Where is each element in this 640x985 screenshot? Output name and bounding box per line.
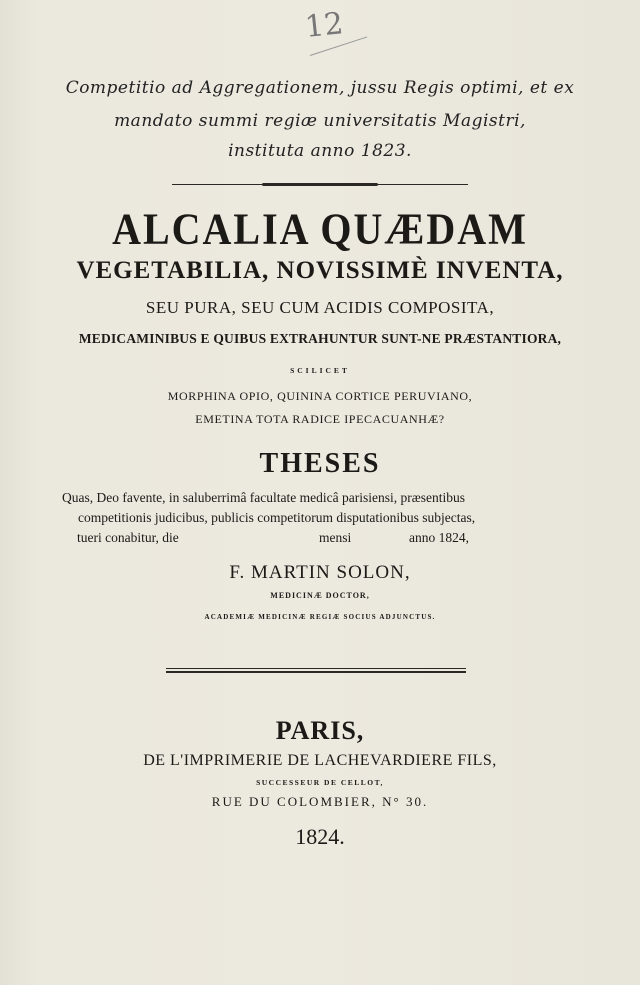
- imprint-city: PARIS,: [275, 716, 365, 745]
- imprint-successor: SUCCESSEUR DE CELLOT,: [256, 778, 384, 787]
- theses-heading: THESES: [259, 448, 381, 479]
- author-name: F. MARTIN SOLON,: [229, 562, 411, 583]
- competition-line-3: instituta anno 1823.: [228, 141, 412, 161]
- imprint-year: 1824.: [295, 824, 345, 849]
- imprint-printer: DE L'IMPRIMERIE DE LACHEVARDIERE FILS,: [143, 752, 497, 769]
- ornamental-rule-top-thick: [262, 183, 378, 186]
- title-line-6: EMETINA TOTA RADICE IPECACUANHÆ?: [195, 412, 445, 426]
- body-line-1: Quas, Deo favente, in saluberrimâ facultate medicâ parisiensi, præsentibus: [62, 490, 465, 505]
- competition-line-2: mandato summi regiæ universitatis Magistri,: [114, 111, 526, 131]
- title-line-5: MORPHINA OPIO, QUININA CORTICE PERUVIANO,: [167, 389, 473, 403]
- body-line-3-c: anno 1824,: [409, 530, 469, 545]
- competition-line-1: Competitio ad Aggregationem, jussu Regis optimi, et ex: [65, 78, 575, 98]
- handwritten-mark: 12: [303, 6, 345, 45]
- ornamental-rule-bottom: [166, 668, 466, 669]
- imprint-address: RUE DU COLOMBIER, N° 30.: [211, 794, 429, 809]
- title-line-2: VEGETABILIA, NOVISSIMÈ INVENTA,: [76, 257, 564, 284]
- body-line-3: [77, 528, 577, 548]
- author-title: MEDICINÆ DOCTOR,: [270, 591, 370, 600]
- body-line-2: competitionis judicibus, publicis competitorum disputationibus subjectas,: [78, 510, 476, 525]
- ornamental-rule-bottom-thick: [166, 671, 466, 673]
- title-line-4: MEDICAMINIBUS E QUIBUS EXTRAHUNTUR SUNT-NE PRÆSTANTIORA,: [78, 331, 562, 346]
- scilicet-label: SCILICET: [290, 366, 350, 375]
- author-affiliation: ACADEMIÆ MEDICINÆ REGIÆ SOCIUS ADJUNCTUS.: [204, 613, 436, 621]
- title-line-3: SEU PURA, SEU CUM ACIDIS COMPOSITA,: [145, 298, 495, 317]
- body-line-3-a: tueri conabitur, die: [77, 530, 179, 545]
- body-line-3-b: mensi: [319, 530, 352, 545]
- main-title: ALCALIA QUÆDAM: [112, 203, 528, 254]
